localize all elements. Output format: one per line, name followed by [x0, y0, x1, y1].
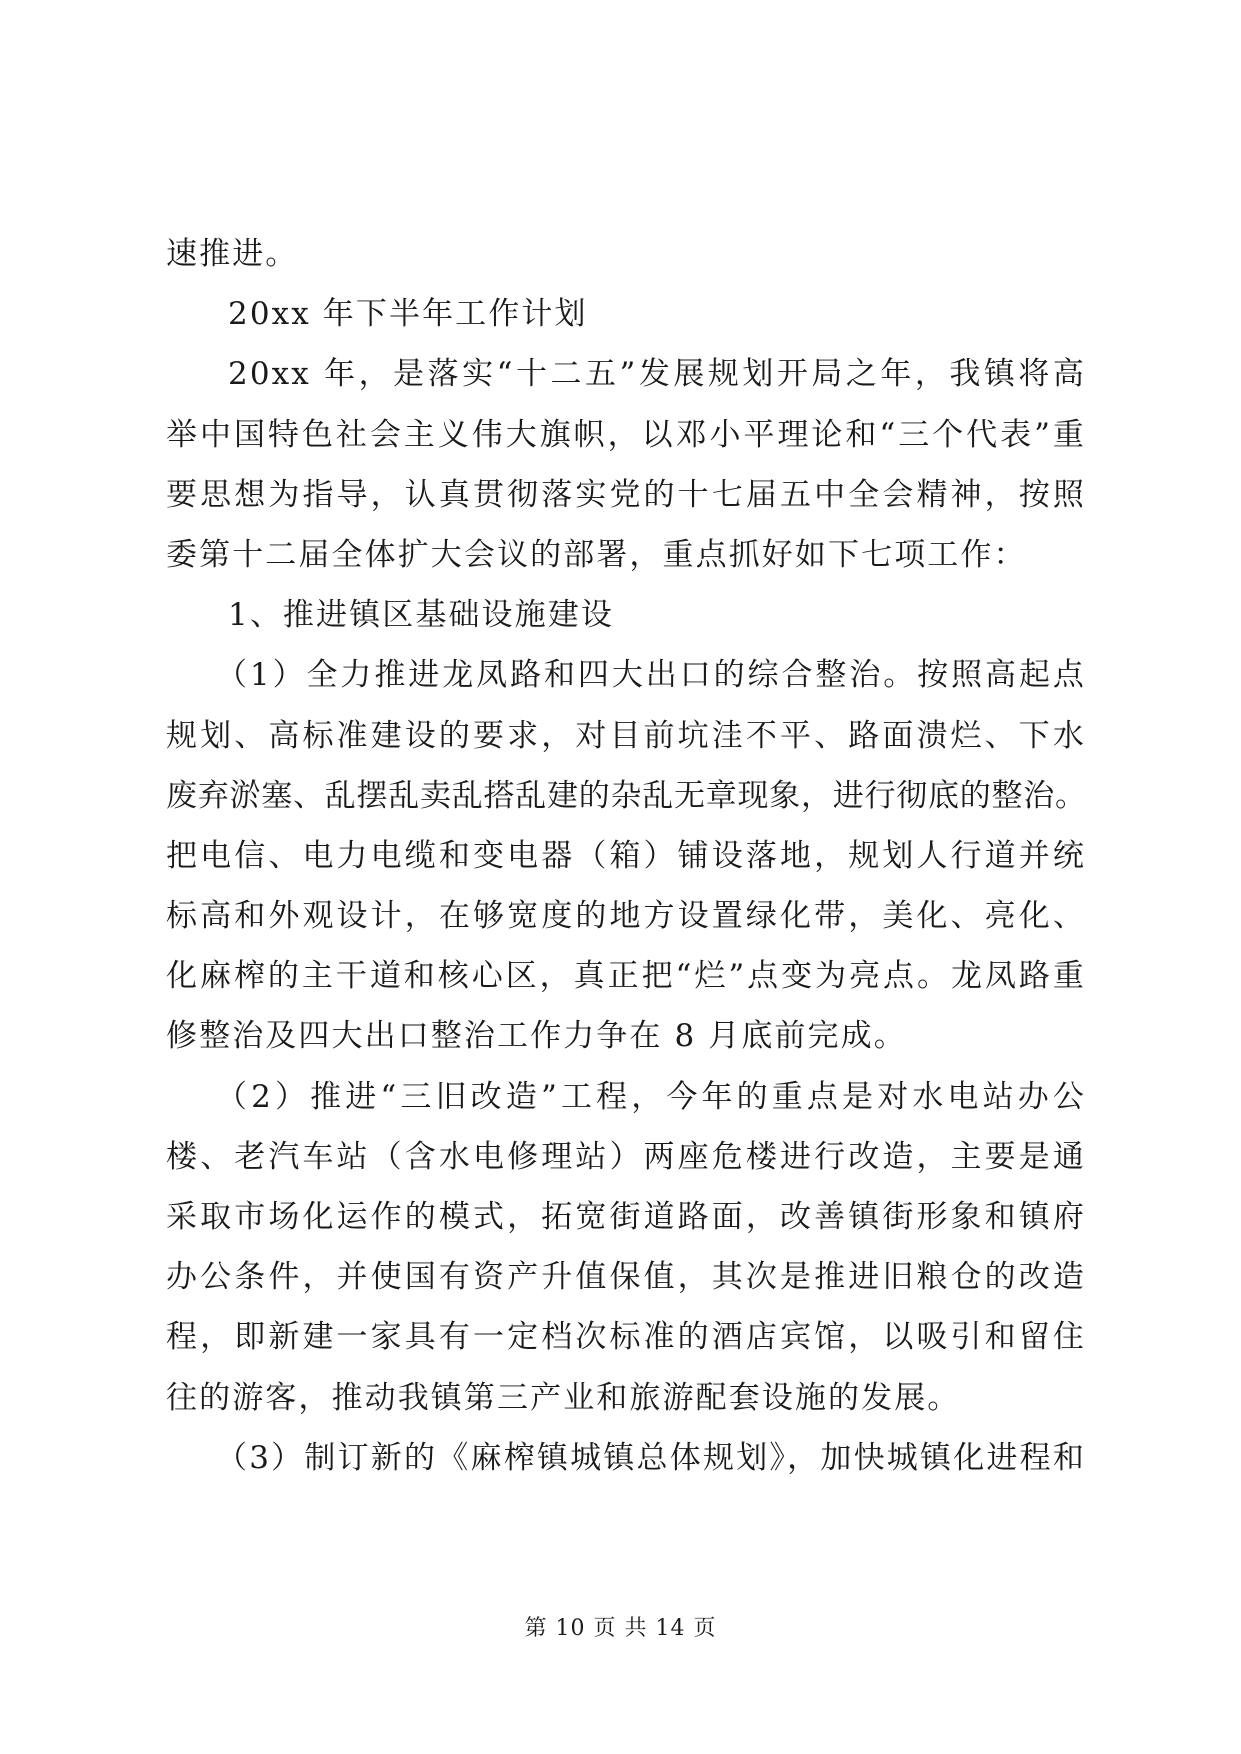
body-line: 采取市场化运作的模式，拓宽街道路面，改善镇街形象和镇府 [166, 1199, 1086, 1235]
page-number: 第 10 页 共 14 页 [524, 1616, 717, 1641]
body-line: 把电信、电力电缆和变电器（箱）铺设落地，规划人行道并统 [166, 837, 1086, 874]
body-line: 速推进。 [166, 236, 299, 272]
body-line: 楼、老汽车站（含水电修理站）两座危楼进行改造，主要是通 [166, 1138, 1086, 1175]
body-line: 要思想为指导，认真贯彻落实党的十七届五中全会精神，按照 [166, 476, 1086, 513]
body-line: 规划、高标准建设的要求，对目前坑洼不平、路面溃烂、下水 [166, 717, 1086, 754]
body-line: 20xx 年，是落实“十二五”发展规划开局之年，我镇将高 [228, 356, 1086, 393]
body-line: （3）制订新的《麻榨镇城镇总体规划》，加快城镇化进程和 [216, 1439, 1086, 1476]
section-heading: 20xx 年下半年工作计划 [228, 296, 588, 333]
body-line: 修整治及四大出口整治工作力争在 8 月底前完成。 [166, 1018, 907, 1055]
body-line: 办公条件，并使国有资产升值保值，其次是推进旧粮仓的改造 [166, 1259, 1086, 1296]
body-line: 程，即新建一家具有一定档次标准的酒店宾馆，以吸引和留住 [166, 1319, 1086, 1356]
body-line: 标高和外观设计，在够宽度的地方设置绿化带，美化、亮化、 [166, 898, 1086, 935]
document-body [166, 224, 1086, 1488]
body-line: 化麻榨的主干道和核心区，真正把“烂”点变为亮点。龙凤路重 [166, 958, 1086, 995]
subsection-heading: 1、推进镇区基础设施建设 [228, 597, 614, 634]
body-line: （2）推进“三旧改造”工程，今年的重点是对水电站办公 [216, 1078, 1086, 1115]
body-line: （1）全力推进龙凤路和四大出口的综合整治。按照高起点 [216, 657, 1086, 694]
body-line: 举中国特色社会主义伟大旗帜，以邓小平理论和“三个代表”重 [166, 416, 1086, 453]
body-line: 委第十二届全体扩大会议的部署，重点抓好如下七项工作： [166, 536, 1027, 573]
body-line: 废弃淤塞、乱摆乱卖乱搭乱建的杂乱无章现象，进行彻底的整治。 [166, 777, 1086, 814]
body-line: 往的游客，推动我镇第三产业和旅游配套设施的发展。 [166, 1379, 961, 1416]
